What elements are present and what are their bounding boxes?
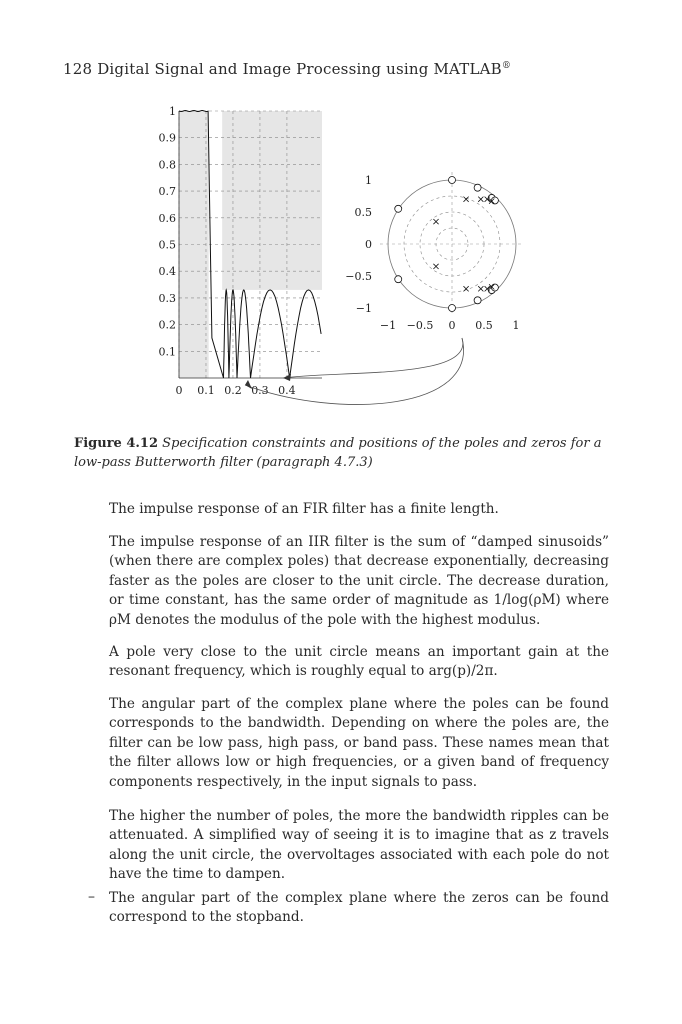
y-tick-label: −0.5 [345,270,372,283]
y-tick-label: 0.2 [158,318,176,332]
x-tick-label: 0.3 [251,384,269,397]
paragraph-ripples: The higher the number of poles, the more the bandwidth ripples can be attenuated. A simplified way of seeing it is to imagine that as z travels along the unit circle, the overvoltages associated with each pole do not have the time to dampen. [109,808,609,883]
figure-caption [74,434,614,472]
pole-marker [433,219,438,224]
pole-zero-plot [345,172,524,332]
figure-4-12 [0,95,682,425]
x-tick-label: 0.4 [278,384,296,397]
y-tick-label: 0.6 [158,211,176,225]
pole-marker [433,264,438,269]
x-tick-label: 1 [512,319,520,332]
page-header [63,60,511,78]
y-tick-label: 0.7 [158,185,176,199]
y-tick-label: 1 [365,174,372,187]
annotation-arrow-upper [283,338,463,378]
x-tick-label: 0.2 [224,384,242,397]
x-tick-label: −1 [379,319,397,332]
x-tick-label: 0.1 [197,384,215,397]
pole-marker [463,286,468,291]
filter-response-plot [159,105,323,397]
bullet-dash: – [88,889,95,905]
paragraph-fir: The impulse response of an FIR filter has a finite length. [109,501,499,517]
pole-marker [478,286,483,291]
y-tick-label: 0 [365,238,372,251]
zero-marker [474,184,481,191]
paragraph-stopband: The angular part of the complex plane where the zeros can be found correspond to the stopband. [109,890,609,926]
pole-marker [463,197,468,202]
y-tick-label: 1 [169,105,176,118]
x-tick-label: −0.5 [406,319,434,332]
y-tick-label: 0.9 [158,131,176,145]
pole-marker [478,197,483,202]
y-tick-label: 0.8 [158,158,176,172]
y-tick-label: 0.3 [158,291,176,305]
y-tick-label: −1 [355,302,372,315]
zero-marker [395,205,402,212]
zero-marker [395,276,402,283]
y-tick-label: 0.1 [158,345,176,359]
y-tick-label: 0.5 [354,206,372,219]
caption-text: Specification constraints and positions of the poles and zeros for a low-pass Butterworth filter (paragraph 4.7.3) [74,436,602,470]
zero-marker [449,305,456,312]
y-tick-label: 0.5 [158,238,176,252]
x-tick-label: 0.5 [475,319,493,332]
y-tick-label: 0.4 [158,265,176,279]
x-tick-label: 0 [175,384,183,397]
paragraph-resonance: A pole very close to the unit circle means an important gain at the resonant frequency, which is roughly equal to arg(p)/2π. [109,644,609,680]
registered-mark: ® [501,61,512,71]
x-tick-label: 0 [448,319,456,332]
zero-marker [449,177,456,184]
page-header-text: 128 Digital Signal and Image Processing using MATLAB [63,60,502,78]
zero-marker [474,297,481,304]
paragraph-iir: The impulse response of an IIR filter is the sum of “damped sinusoids” (when there are complex poles) that decrease exponentially, decreasing faster as the poles are closer to the unit circle. The decrease duration, or time constant, has the same order of magnitude as 1/log(ρM) where ρM denotes the modulus of the pole with the highest modulus. [109,534,609,628]
paragraph-bandwidth: The angular part of the complex plane where the poles can be found corresponds to the bandwidth. Depending on where the poles are, the filter can be low pass, high pass, or band pass. These names mean that the filter allows low or high frequencies, or a given band of frequency components respectively, in the input signals to pass. [109,696,609,790]
caption-label: Figure 4.12 [74,436,159,451]
